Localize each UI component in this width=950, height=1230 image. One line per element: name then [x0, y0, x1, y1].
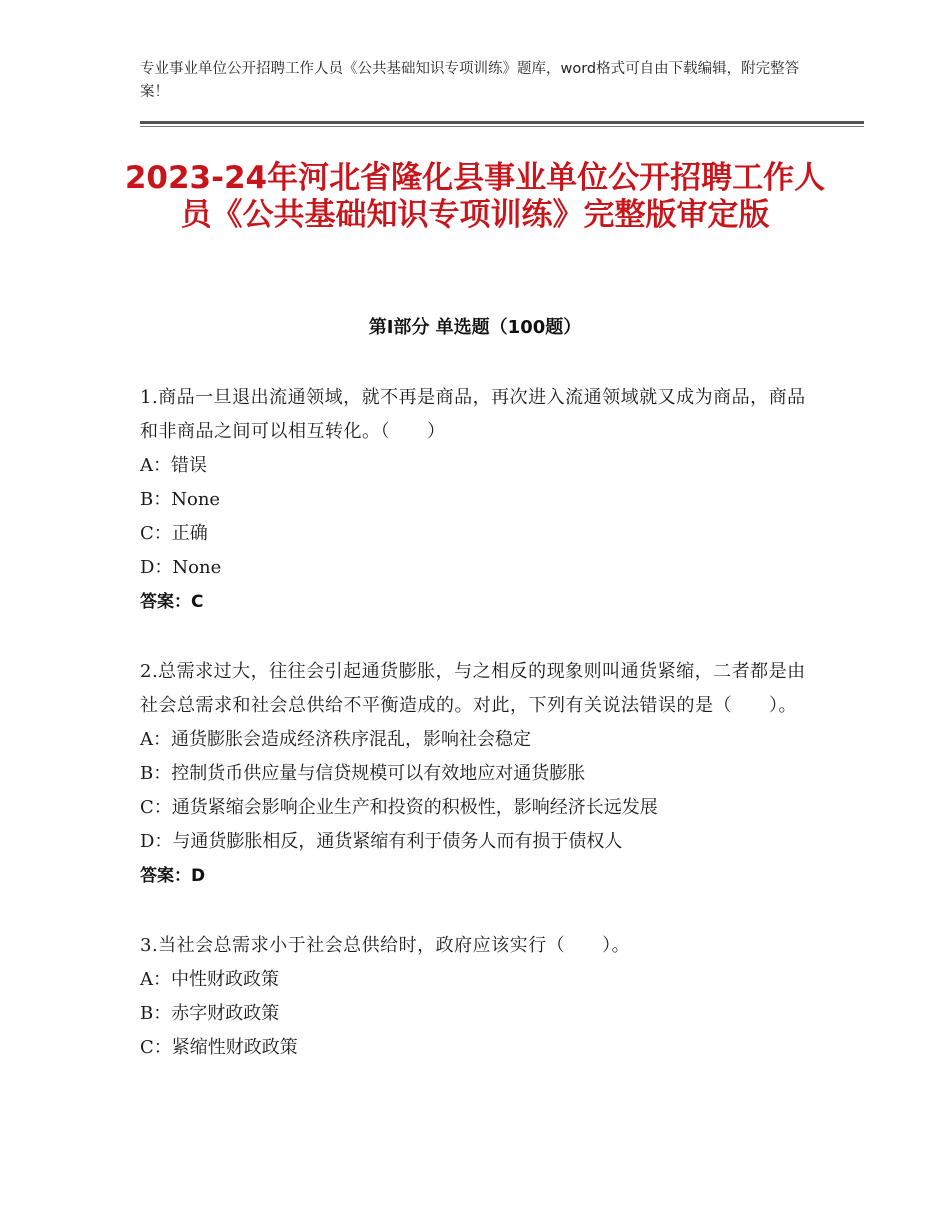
question-stem: 1.商品一旦退出流通领域，就不再是商品，再次进入流通领域就又成为商品，商品和非商品之间可以相互转化。（ ） [140, 387, 806, 442]
question-3 [140, 929, 810, 1065]
question-stem: 3.当社会总需求小于社会总供给时，政府应该实行（ ）。 [140, 935, 631, 956]
question-2 [140, 655, 810, 893]
question-stem: 2.总需求过大，往往会引起通货膨胀，与之相反的现象则叫通货紧缩，二者都是由社会总需求和社会总供给不平衡造成的。对此，下列有关说法错误的是（ ）。 [140, 661, 806, 716]
option-c: C：紧缩性财政政策 [140, 1037, 298, 1058]
header-rule-thick [140, 121, 864, 124]
option-c: C：通货紧缩会影响企业生产和投资的积极性，影响经济长远发展 [140, 797, 658, 818]
question-1 [140, 381, 810, 619]
option-a: A：错误 [140, 455, 207, 476]
option-b: B：赤字财政政策 [140, 1003, 280, 1024]
option-b: B：控制货币供应量与信贷规模可以有效地应对通货膨胀 [140, 763, 586, 784]
option-d: D：None [140, 557, 222, 578]
question-list [140, 381, 810, 1101]
option-b: B：None [140, 489, 221, 510]
document-title: 2023-24年河北省隆化县事业单位公开招聘工作人员《公共基础知识专项训练》完整版审定版 [124, 160, 826, 233]
answer-label: 答案：D [140, 866, 206, 886]
header-note: 专业事业单位公开招聘工作人员《公共基础知识专项训练》题库，word格式可自由下载编辑，附完整答案！ [140, 61, 800, 100]
option-a: A：中性财政政策 [140, 969, 279, 990]
option-c: C：正确 [140, 523, 208, 544]
option-d: D：与通货膨胀相反，通货紧缩有利于债务人而有损于债权人 [140, 831, 623, 852]
option-a: A：通货膨胀会造成经济秩序混乱，影响社会稳定 [140, 729, 531, 750]
section-title: 第Ⅰ部分 单选题（100题） [368, 317, 582, 338]
answer-label: 答案：C [140, 592, 204, 612]
header-rule-thin [140, 126, 864, 127]
